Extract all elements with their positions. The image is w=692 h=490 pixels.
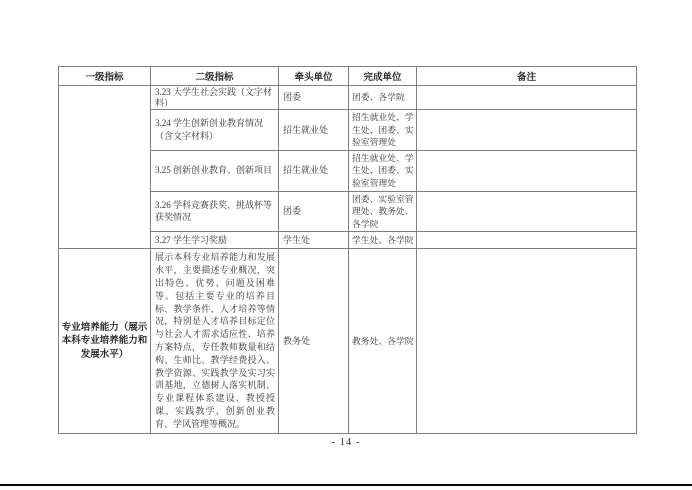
note-cell <box>417 232 637 249</box>
complete-unit-cell: 教务处、各学院 <box>349 249 417 433</box>
table-header-row <box>59 67 637 86</box>
lead-unit-cell: 教务处 <box>279 249 349 433</box>
level1-indicator-empty-cell <box>59 86 151 249</box>
level2-indicator-cell: 3.25 创新创业教育、创新项目 <box>151 150 279 191</box>
level2-indicator-cell: 3.24 学生创新创业教育情况（含文字材料） <box>151 110 279 151</box>
note-cell <box>417 249 637 433</box>
table-row <box>59 86 637 110</box>
page-bottom-edge-line <box>0 484 692 486</box>
lead-unit-cell: 招生就业处 <box>279 150 349 191</box>
level2-indicator-cell: 3.23 大学生社会实践（文字材料） <box>151 86 279 110</box>
level2-indicator-cell: 3.26 学科竞赛获奖、挑战杯等获奖情况 <box>151 191 279 232</box>
level1-indicator-cell: 专业培养能力（展示本科专业培养能力和发展水平） <box>59 249 151 433</box>
header-cell-note: 备注 <box>417 67 637 86</box>
table-row-professional-training <box>59 249 637 433</box>
note-cell <box>417 191 637 232</box>
note-cell <box>417 86 637 110</box>
lead-unit-cell: 团委 <box>279 191 349 232</box>
lead-unit-cell: 团委 <box>279 86 349 110</box>
complete-unit-cell: 招生就业处、学生处、团委、实验室管理处 <box>349 110 417 151</box>
complete-unit-cell: 学生处、各学院 <box>349 232 417 249</box>
header-cell-lead-unit: 牵头单位 <box>279 67 349 86</box>
level2-indicator-cell: 3.27 学生学习奖励 <box>151 232 279 249</box>
level2-indicator-cell: 展示本科专业培养能力和发展水平，主要描述专业概况，突出特色、优势、问题及困难等。包括主要专业的培养目标、教学条件、人才培养等情况，特别是人才培养目标定位与社会人才需求适应性、培养方案特点，专任教师数量和结构、生师比、教学经费投入、教学资源、实践教学及实习实训基地，立德树人落实机制、专业课程体系建设、教授授课、实践教学、创新创业教育、学风管理等概况。 <box>151 249 279 433</box>
note-cell <box>417 110 637 151</box>
page-number: - 14 - <box>331 437 361 448</box>
complete-unit-cell: 团委、实验室管理处、教务处、各学院 <box>349 191 417 232</box>
complete-unit-cell: 招生就业处、学生处、团委、实验室管理处 <box>349 150 417 191</box>
indicator-assignment-table <box>58 66 637 434</box>
lead-unit-cell: 招生就业处 <box>279 110 349 151</box>
note-cell <box>417 150 637 191</box>
complete-unit-cell: 团委、各学院 <box>349 86 417 110</box>
header-cell-level1-indicator: 一级指标 <box>59 67 151 86</box>
lead-unit-cell: 学生处 <box>279 232 349 249</box>
header-cell-complete-unit: 完成单位 <box>349 67 417 86</box>
header-cell-level2-indicator: 二级指标 <box>151 67 279 86</box>
